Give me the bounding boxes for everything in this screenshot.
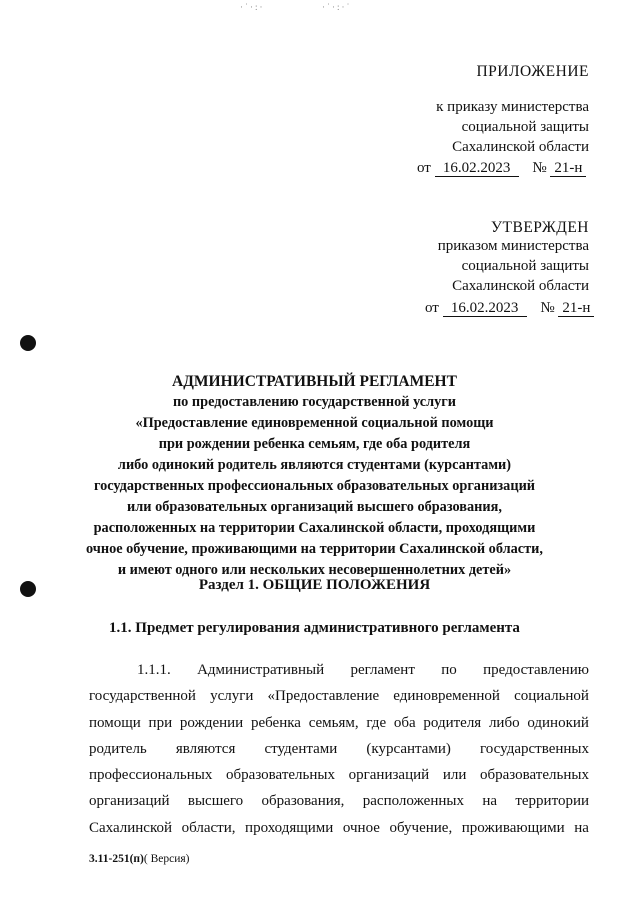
scan-speck: ·˙·:·˙ xyxy=(322,2,352,12)
paragraph-word: организаций xyxy=(348,767,430,784)
title-line: расположенных на территории Сахалинской области, проходящими xyxy=(93,520,536,536)
paragraph-word: студентами xyxy=(264,740,338,757)
paragraph-line xyxy=(89,815,589,841)
paragraph-word: Сахалинской xyxy=(89,819,173,836)
approved-lines xyxy=(438,236,589,296)
paragraph-word: образовательных xyxy=(480,767,589,784)
paragraph-word: семьям, xyxy=(308,714,359,731)
appendix-line: к приказу министерства xyxy=(436,99,589,115)
paragraph-word: организаций xyxy=(89,793,170,810)
paragraph-word: родитель xyxy=(89,740,147,757)
paragraph-word: государственных xyxy=(480,740,589,757)
title-line: при рождении ребенка семьям, где оба родителя xyxy=(158,436,471,452)
paragraph-word: предоставлению xyxy=(483,662,589,678)
paragraph-word: государственной xyxy=(89,688,196,705)
title-line: по предоставлению государственной услуги xyxy=(172,394,457,410)
paragraph-line xyxy=(89,683,589,709)
paragraph-word: социальной xyxy=(514,688,589,705)
paragraph-word: образовательных xyxy=(226,767,335,784)
body-paragraph xyxy=(89,657,589,841)
paragraph-word: проживающими xyxy=(461,819,565,836)
document-code: 3.11-251(п) xyxy=(89,853,144,865)
from-label: от xyxy=(425,300,439,316)
paragraph-word: родителя xyxy=(423,714,482,731)
paragraph-word: при xyxy=(148,714,173,731)
appendix-line: Сахалинской области xyxy=(452,139,589,155)
approved-line: Сахалинской области xyxy=(452,278,589,294)
paragraph-word: или xyxy=(442,767,467,784)
order-date: 16.02.2023 xyxy=(443,300,527,317)
paragraph-word: высшего xyxy=(187,793,244,810)
appendix-block xyxy=(476,62,589,82)
paragraph-word: ребенка xyxy=(250,714,301,731)
order-number: 21-н xyxy=(550,160,586,177)
paragraph-line xyxy=(89,762,589,788)
paragraph-word: расположенных xyxy=(362,793,464,810)
scan-speck: ·˙·:· xyxy=(240,2,265,12)
paragraph-word: образования, xyxy=(261,793,345,810)
title-line: «Предоставление единовременной социальной помощи xyxy=(135,415,494,431)
title-line: государственных профессиональных образовательных организаций xyxy=(93,478,536,494)
title-line: либо одинокий родитель являются студентами (курсантами) xyxy=(117,457,512,473)
section-heading: Раздел 1. ОБЩИЕ ПОЛОЖЕНИЯ xyxy=(198,577,431,593)
appendix-heading: ПРИЛОЖЕНИЕ xyxy=(476,63,589,80)
approved-order-line xyxy=(425,300,594,317)
approved-block xyxy=(491,218,589,238)
paragraph-word: либо xyxy=(488,714,520,731)
appendix-lines xyxy=(436,97,589,157)
paragraph-word: одинокий xyxy=(527,714,589,731)
number-label: № xyxy=(540,300,555,316)
paragraph-word: Административный xyxy=(197,662,325,678)
number-label: № xyxy=(532,160,547,176)
paragraph-line xyxy=(89,657,589,683)
paragraph-word: услуги xyxy=(210,688,254,705)
document-footer xyxy=(89,853,189,865)
paragraph-word: единовременной xyxy=(393,688,500,705)
title-line: очное обучение, проживающими на территории Сахалинской области, xyxy=(86,541,543,557)
paragraph-word: области, xyxy=(181,819,236,836)
subsection-heading: 1.1. Предмет регулирования административного регламента xyxy=(109,620,520,636)
paragraph-line xyxy=(89,788,589,814)
approved-heading: УТВЕРЖДЕН xyxy=(491,219,589,236)
paragraph-word: рождении xyxy=(179,714,244,731)
appendix-order-line xyxy=(417,160,586,177)
appendix-line: социальной защиты xyxy=(461,119,589,135)
paragraph-word: территории xyxy=(515,793,589,810)
from-label: от xyxy=(417,160,431,176)
paragraph-word: регламент xyxy=(350,662,415,678)
paragraph-word: по xyxy=(441,662,457,678)
paragraph-word: оба xyxy=(393,714,416,731)
paragraph-word: на xyxy=(574,819,589,836)
paragraph-word: где xyxy=(366,714,387,731)
order-date: 16.02.2023 xyxy=(435,160,519,177)
paragraph-word: проходящими xyxy=(245,819,334,836)
paragraph-word: обучение, xyxy=(389,819,453,836)
approved-line: приказом министерства xyxy=(437,238,589,254)
paragraph-word: являются xyxy=(175,740,236,757)
title-main: АДМИНИСТРАТИВНЫЙ РЕГЛАМЕНТ xyxy=(172,373,457,390)
paragraph-line xyxy=(89,710,589,736)
document-title xyxy=(40,371,589,581)
paragraph-word: очное xyxy=(342,819,380,836)
approved-line: социальной защиты xyxy=(461,258,589,274)
binder-hole xyxy=(20,335,36,351)
paragraph-word: (курсантами) xyxy=(366,740,451,757)
order-number: 21-н xyxy=(558,300,594,317)
paragraph-line xyxy=(89,736,589,762)
title-line: или образовательных организаций высшего образования, xyxy=(127,499,502,515)
document-version: ( Версия) xyxy=(143,853,190,865)
paragraph-word: помощи xyxy=(89,714,141,731)
paragraph-word: 1.1.1. xyxy=(137,662,171,678)
paragraph-word: «Предоставление xyxy=(267,688,380,705)
paragraph-word: профессиональных xyxy=(89,767,213,784)
title-line: и имеют одного или нескольких несовершеннолетних детей» xyxy=(117,562,512,578)
paragraph-word: на xyxy=(482,793,497,810)
